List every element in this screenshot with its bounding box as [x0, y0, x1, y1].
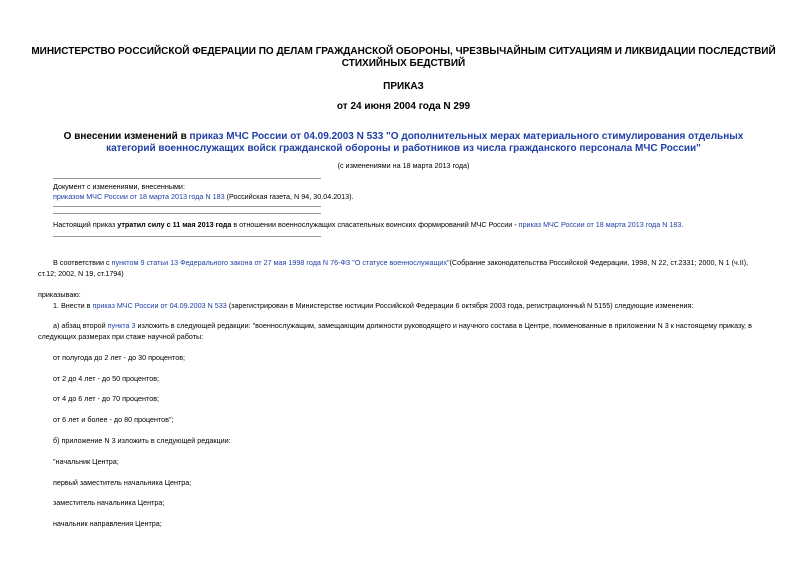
item-1: [53, 301, 693, 310]
basis-link[interactable]: пунктом 9 статьи 13 Федерального закона от 27 мая 1998 года N 76-ФЗ "О статусе военнослужащих": [111, 258, 450, 267]
subitem-b: б) приложение N 3 изложить в следующей редакции:: [53, 436, 231, 445]
title-prefix: О внесении изменений в: [63, 131, 190, 142]
stage-4: от 6 лет и более - до 80 процентов";: [53, 415, 174, 424]
document-date: от 24 июня 2004 года N 299: [336, 101, 471, 112]
subitem-a-line2: следующих размерах при стаже научной работы:: [38, 332, 204, 341]
subitem-a-line1: [53, 321, 752, 330]
validity-bold: утратил силу с 11 мая 2013 года: [117, 220, 232, 229]
divider: [53, 178, 321, 179]
paragraph-basis-line1: [53, 258, 748, 267]
basis-prefix: В соответствии с: [53, 258, 112, 267]
position-4: начальник направления Центра;: [53, 519, 162, 528]
divider: [53, 213, 321, 214]
edition-note: (с изменениями на 18 марта 2013 года): [337, 161, 470, 170]
title-link[interactable]: приказ МЧС России от 04.09.2003 N 533 "О дополнительных мерах материального стимулирования отдельных категорий военнослужащих войск гражданской обороны и работников из числа гражданского персонала МЧС России": [106, 131, 744, 154]
ministry-heading: МИНИСТЕРСТВО РОССИЙСКОЙ ФЕДЕРАЦИИ ПО ДЕЛАМ ГРАЖДАНСКОЙ ОБОРОНЫ, ЧРЕЗВЫЧАЙНЫМ СИТУАЦИЯМ И ЛИКВИДАЦИИ ПОСЛЕДСТВИЙ СТИХИЙНЫХ БЕДСТВИЙ: [31, 46, 776, 69]
validity-middle: в отношении военнослужащих спасательных воинских формирований МЧС России -: [231, 220, 519, 229]
order-word: приказываю:: [38, 290, 81, 299]
document-type: ПРИКАЗ: [383, 81, 424, 92]
validity-prefix: Настоящий приказ: [53, 220, 118, 229]
divider: [53, 206, 321, 207]
item1-prefix: 1. Внести в: [53, 301, 93, 310]
position-3: заместитель начальника Центра;: [53, 498, 165, 507]
validity-note: [53, 220, 683, 229]
a-prefix: а) абзац второй: [53, 321, 108, 330]
changes-note-line2: [53, 192, 354, 201]
stage-3: от 4 до 6 лет - до 70 процентов;: [53, 394, 160, 403]
changes-note-tail: (Российская газета, N 94, 30.04.2013).: [224, 192, 354, 201]
basis-tail: (Собрание законодательства Российской Федерации, 1998, N 22, ст.2331; 2000, N 1 (ч.II),: [449, 258, 749, 267]
position-2: первый заместитель начальника Центра;: [53, 478, 192, 487]
paragraph-basis-line2: ст.12; 2002, N 19, ст.1794): [38, 269, 124, 278]
position-1: "начальник Центра;: [53, 457, 119, 466]
a-link[interactable]: пункта 3: [107, 321, 136, 330]
stage-2: от 2 до 4 лет - до 50 процентов;: [53, 374, 160, 383]
stage-1: от полугода до 2 лет - до 30 процентов;: [53, 353, 186, 362]
validity-end: .: [681, 220, 684, 229]
item1-link[interactable]: приказ МЧС России от 04.09.2003 N 533: [92, 301, 227, 310]
changes-note-link[interactable]: приказом МЧС России от 18 марта 2013 года N 183: [53, 192, 225, 201]
document-title: [40, 131, 767, 155]
changes-note-line1: Документ с изменениями, внесенными:: [53, 182, 185, 191]
a-tail: изложить в следующей редакции: "военнослужащим, замещающим должности руководящего и научного состава в Центре, поименованные в приложении N 3 к настоящему приказу, в: [135, 321, 752, 330]
validity-link[interactable]: приказ МЧС России от 18 марта 2013 года N 183: [518, 220, 682, 229]
item1-tail: (зарегистрирован в Министерстве юстиции Российской Федерации 6 октября 2003 года, регистрационный N 5155) следующие изменения:: [226, 301, 694, 310]
divider: [53, 236, 321, 237]
